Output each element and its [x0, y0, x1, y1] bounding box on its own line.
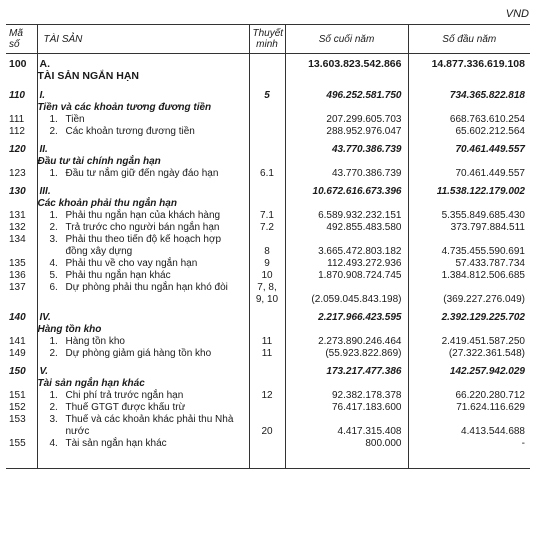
row-year-start: 4.735.455.590.691: [441, 246, 525, 257]
table-row: [6, 168, 530, 180]
row-code: 123: [6, 168, 37, 180]
row-year-end: 496.252.581.750: [285, 84, 408, 114]
row-name: IV.Hàng tồn kho: [37, 312, 102, 335]
row-name: 1. Đầu tư nắm giữ đến ngày đáo hạn: [49, 168, 219, 179]
row-note: 7.2: [249, 222, 285, 234]
row-year-start: 2.419.451.587.250: [441, 336, 525, 347]
row-year-start: 4.413.544.688: [461, 426, 525, 437]
row-name: 1. Hàng tồn kho: [49, 336, 125, 347]
row-code: 120: [6, 138, 37, 168]
row-year-start: 142.257.942.029: [449, 366, 525, 377]
table-bottom-row: [6, 450, 530, 469]
row-year-start: 1.384.812.506.685: [441, 270, 525, 281]
header-year-start: Số đầu năm: [408, 25, 530, 54]
table-row: [6, 258, 530, 270]
table-row: [6, 348, 530, 360]
row-note: 11: [249, 336, 285, 348]
row-code: 100: [6, 54, 37, 85]
table-row: [6, 138, 530, 168]
row-year-start: 734.365.822.818: [449, 90, 525, 101]
header-year-end: Số cuối năm: [285, 25, 408, 54]
row-code: 136: [6, 270, 37, 282]
row-name: III.Các khoản phải thu ngắn hạn: [37, 186, 177, 209]
row-year-end: 112.493.272.936: [285, 258, 408, 270]
table-row: [6, 126, 530, 138]
table-row: [6, 222, 530, 234]
table-row: [6, 336, 530, 348]
row-year-end: 173.217.477.386: [285, 360, 408, 390]
row-year-end: 10.672.616.673.396: [285, 180, 408, 210]
row-year-start: 65.602.212.564: [455, 126, 525, 137]
row-year-start: 11.538.122.179.002: [436, 186, 525, 197]
row-name: 1. Tiền: [49, 114, 85, 125]
table-row: [6, 84, 530, 114]
row-note: 12: [249, 390, 285, 402]
row-code: 112: [6, 126, 37, 138]
row-year-start: 70.461.449.557: [455, 144, 525, 155]
row-year-end: 4.417.315.408: [285, 414, 408, 438]
row-note: 7, 8, 9, 10: [249, 282, 285, 306]
row-year-end: (55.923.822.869): [285, 348, 408, 360]
row-note: [249, 360, 285, 390]
row-code: 155: [6, 438, 37, 450]
row-code: 153: [6, 414, 37, 438]
row-note: [249, 402, 285, 414]
currency-label: VND: [505, 8, 529, 20]
row-year-end: 3.665.472.803.182: [285, 234, 408, 258]
row-year-start: (27.322.361.548): [448, 348, 525, 359]
row-name: 1. Phải thu ngắn hạn của khách hàng: [49, 210, 221, 221]
row-name: 2. Thuế GTGT được khấu trừ: [49, 402, 186, 413]
row-code: 130: [6, 180, 37, 210]
table-row: [6, 414, 530, 438]
row-note: 9: [249, 258, 285, 270]
header-row: [6, 25, 530, 54]
row-name: 2. Các khoản tương đương tiền: [49, 126, 195, 137]
row-year-end: 492.855.483.580: [285, 222, 408, 234]
row-year-start: 14.877.336.619.108: [431, 58, 525, 70]
row-name: 4. Phải thu về cho vay ngắn hạn: [49, 258, 198, 269]
row-code: 150: [6, 360, 37, 390]
row-year-start: 668.763.610.254: [449, 114, 525, 125]
header-note: Thuyết minh: [249, 25, 285, 54]
row-code: 137: [6, 282, 37, 306]
row-year-end: 43.770.386.739: [285, 168, 408, 180]
row-year-end: 92.382.178.378: [285, 390, 408, 402]
row-year-end: 2.273.890.246.464: [285, 336, 408, 348]
row-note: [249, 438, 285, 450]
row-note: 6.1: [249, 168, 285, 180]
row-code: 149: [6, 348, 37, 360]
row-year-end: 6.589.932.232.151: [285, 210, 408, 222]
empty-cell: [37, 450, 249, 469]
row-name: 3. Phải thu theo tiến độ kế hoạch hợp đồng xây dựng: [49, 234, 222, 257]
row-name: 4. Tài sản ngắn hạn khác: [49, 438, 167, 449]
row-name: 5. Phải thu ngắn hạn khác: [49, 270, 171, 281]
row-year-end: 288.952.976.047: [285, 126, 408, 138]
row-name: 3. Thuế và các khoản khác phải thu Nhà nước: [49, 414, 234, 437]
row-year-start: 57.433.787.734: [455, 258, 525, 269]
row-code: 152: [6, 402, 37, 414]
row-code: 110: [6, 84, 37, 114]
header-assets: TÀI SẢN: [37, 25, 249, 54]
row-note: 20: [249, 414, 285, 438]
row-year-end: 76.417.183.600: [285, 402, 408, 414]
row-note: [249, 54, 285, 85]
row-note: 10: [249, 270, 285, 282]
row-name: A.TÀI SẢN NGẮN HẠN: [37, 58, 139, 82]
table-row: [6, 234, 530, 258]
table-row: [6, 180, 530, 210]
row-name: II.Đầu tư tài chính ngắn hạn: [37, 144, 161, 167]
row-name: 6. Dự phòng phải thu ngắn hạn khó đòi: [49, 282, 228, 293]
table-row: [6, 54, 530, 85]
row-name: 2. Trả trước cho người bán ngắn hạn: [49, 222, 220, 233]
table-row: [6, 306, 530, 336]
row-year-start: -: [521, 438, 525, 449]
row-year-start: 373.797.884.511: [450, 222, 525, 233]
row-name: 1. Chi phí trả trước ngắn hạn: [49, 390, 184, 401]
table-row: [6, 438, 530, 450]
row-note: 7.1: [249, 210, 285, 222]
row-year-end: 2.217.966.423.595: [285, 306, 408, 336]
header-code: Mã số: [6, 25, 37, 54]
table-row: [6, 210, 530, 222]
row-year-start: 66.220.280.712: [455, 390, 525, 401]
row-note: [249, 114, 285, 126]
empty-cell: [408, 450, 530, 469]
row-year-start: 71.624.116.629: [456, 402, 525, 413]
row-year-end: 13.603.823.542.866: [285, 54, 408, 85]
row-note: [249, 180, 285, 210]
row-note: [249, 306, 285, 336]
table-row: [6, 360, 530, 390]
row-year-start: (369.227.276.049): [443, 294, 525, 305]
row-name: I.Tiền và các khoản tương đương tiền: [37, 90, 212, 113]
row-code: 132: [6, 222, 37, 234]
row-note: [249, 138, 285, 168]
empty-cell: [249, 450, 285, 469]
row-year-start: 2.392.129.225.702: [441, 312, 525, 323]
row-year-end: 207.299.605.703: [285, 114, 408, 126]
balance-sheet-table: [6, 24, 530, 469]
row-note: 5: [249, 84, 285, 114]
row-note: 11: [249, 348, 285, 360]
empty-cell: [6, 450, 37, 469]
row-year-start: 70.461.449.557: [455, 168, 525, 179]
empty-cell: [285, 450, 408, 469]
table-row: [6, 282, 530, 306]
row-code: 140: [6, 306, 37, 336]
row-note: [249, 126, 285, 138]
row-code: 134: [6, 234, 37, 258]
row-year-start: 5.355.849.685.430: [441, 210, 525, 221]
row-code: 135: [6, 258, 37, 270]
row-year-end: 43.770.386.739: [285, 138, 408, 168]
table-row: [6, 270, 530, 282]
table-row: [6, 390, 530, 402]
row-name: V.Tài sản ngắn hạn khác: [37, 366, 145, 389]
row-note: 8: [249, 234, 285, 258]
row-year-end: 800.000: [285, 438, 408, 450]
table-row: [6, 402, 530, 414]
row-code: 141: [6, 336, 37, 348]
table-row: [6, 114, 530, 126]
row-year-end: (2.059.045.843.198): [285, 282, 408, 306]
row-code: 111: [6, 114, 37, 126]
row-year-end: 1.870.908.724.745: [285, 270, 408, 282]
row-code: 151: [6, 390, 37, 402]
row-name: 2. Dự phòng giảm giá hàng tồn kho: [49, 348, 212, 359]
row-code: 131: [6, 210, 37, 222]
